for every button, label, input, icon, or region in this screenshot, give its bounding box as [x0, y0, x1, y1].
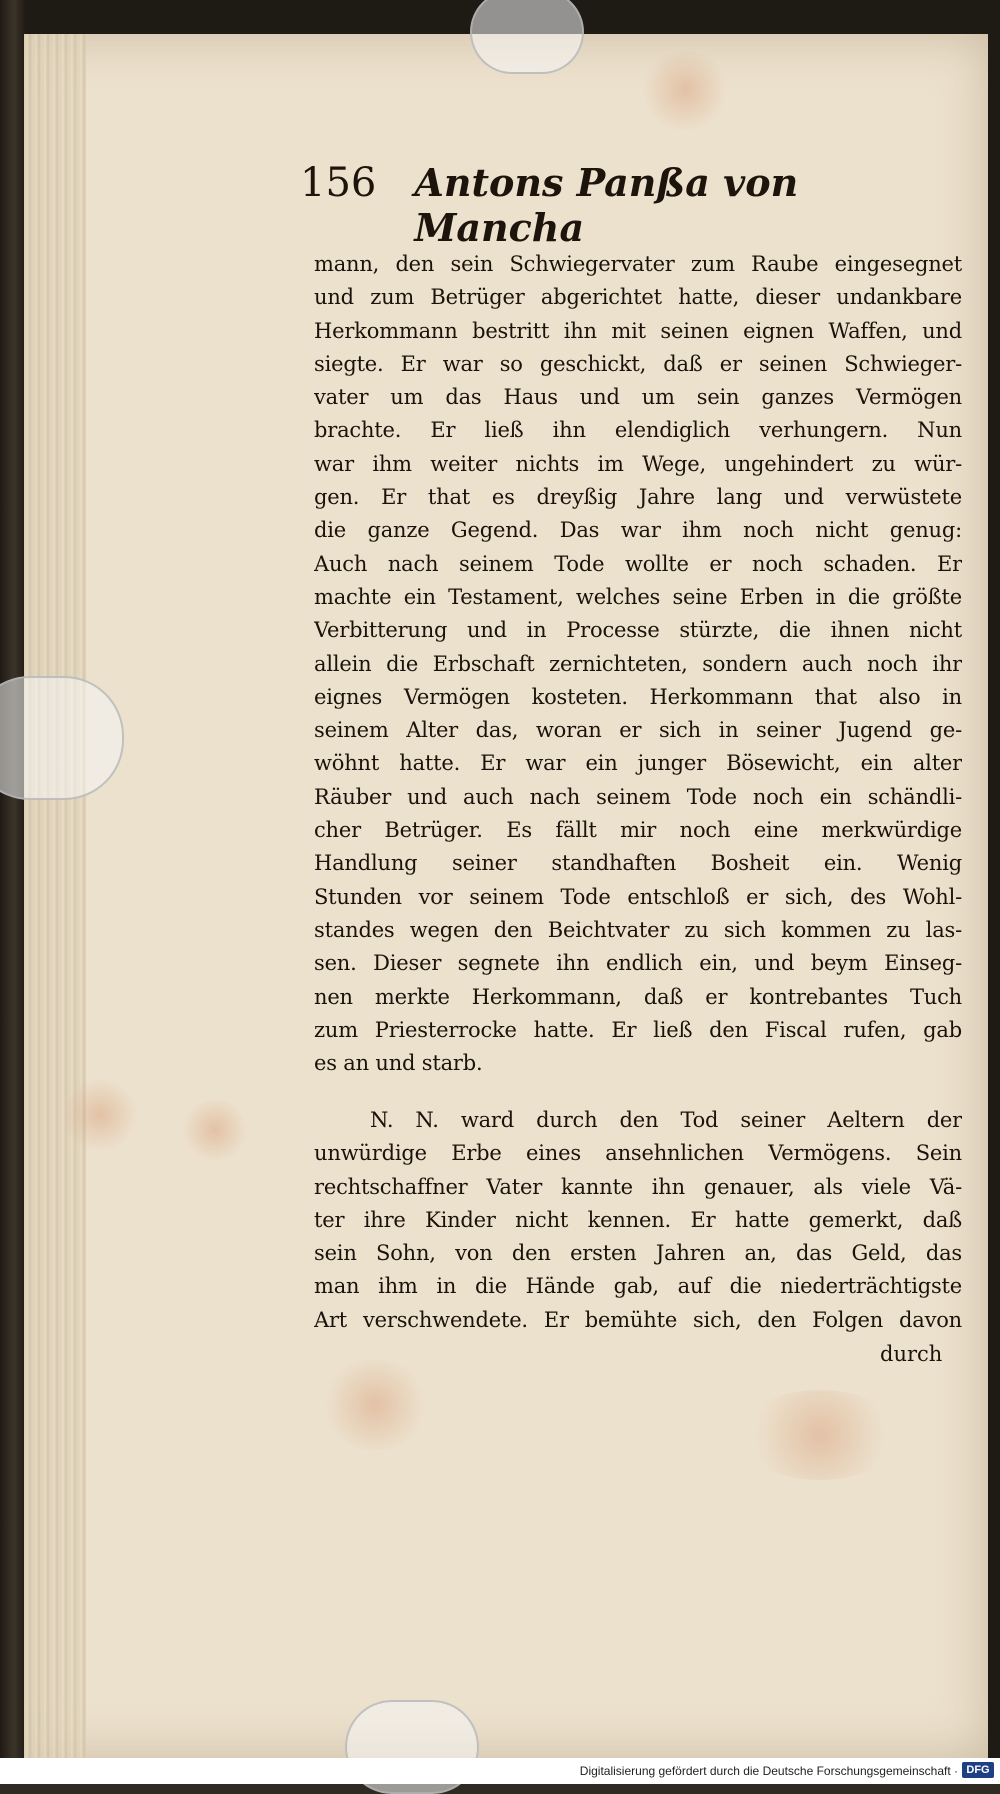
- book-clamp-top: [470, 0, 584, 74]
- text-line: Handlung seiner standhaften Bosheit ein. Wenig: [314, 851, 962, 876]
- text-line: Auch nach seinem Tode wollte er noch schaden. Er: [314, 551, 962, 576]
- running-head: Antons Panßa von Mancha: [414, 160, 799, 250]
- paragraph-2: [314, 1104, 962, 1337]
- funding-credit: Digitalisierung gefördert durch die Deutsche Forschungsgemeinschaft ·: [579, 1764, 958, 1778]
- text-line: Art verschwendete. Er bemühte sich, den Folgen davon: [314, 1307, 962, 1332]
- foxing-stain: [640, 50, 730, 130]
- text-line: allein die Erbschaft zernichteten, sondern auch noch ihr: [314, 651, 962, 676]
- text-line: rechtschaffner Vater kannte ihn genauer, als viele Vä-: [314, 1174, 962, 1199]
- text-line: ter ihre Kinder nicht kennen. Er hatte gemerkt, daß: [314, 1207, 962, 1232]
- page-edge-stack: [24, 34, 86, 1758]
- text-line: Räuber und auch nach seinem Tode noch ein schändli-: [314, 784, 962, 809]
- foxing-stain: [60, 1080, 140, 1150]
- catchword: durch: [880, 1342, 943, 1366]
- text-line: Herkommann bestritt ihn mit seinen eignen Waffen, und: [314, 318, 962, 343]
- text-line: die ganze Gegend. Das war ihm noch nicht genug:: [314, 518, 962, 543]
- text-line: war ihm weiter nichts im Wege, ungehindert zu wür-: [314, 451, 962, 476]
- text-line: mann, den sein Schwiegervater zum Raube eingesegnet: [314, 252, 962, 276]
- text-line: siegte. Er war so geschickt, daß er seinen Schwieger-: [314, 351, 962, 376]
- text-line: machte ein Testament, welches seine Erben in die größte: [314, 584, 962, 609]
- text-line: Stunden vor seinem Tode entschloß er sich, des Wohl-: [314, 884, 962, 909]
- foxing-stain: [740, 1390, 900, 1480]
- text-line: und zum Betrüger abgerichtet hatte, dieser undankbare: [314, 285, 962, 310]
- text-line: standes wegen den Beichtvater zu sich kommen zu las-: [314, 917, 962, 942]
- book-clamp-left: [0, 676, 124, 800]
- page-number: 156: [300, 160, 377, 206]
- dfg-logo: DFG: [962, 1762, 994, 1778]
- text-line: cher Betrüger. Es fällt mir noch eine merkwürdige: [314, 818, 962, 843]
- text-line: eignes Vermögen kosteten. Herkommann that also in: [314, 684, 962, 709]
- text-line: gen. Er that es dreyßig Jahre lang und verwüstete: [314, 485, 962, 510]
- foxing-stain: [180, 1100, 250, 1160]
- text-line: brachte. Er ließ ihn elendiglich verhungern. Nun: [314, 418, 962, 443]
- text-line: nen merkte Herkommann, daß er kontrebantes Tuch: [314, 984, 962, 1009]
- text-line: vater um das Haus und um sein ganzes Vermögen: [314, 385, 962, 410]
- paragraph-1: [314, 248, 962, 1080]
- text-line: es an und starb.: [314, 1051, 483, 1076]
- text-line: wöhnt hatte. Er war ein junger Bösewicht, ein alter: [314, 751, 962, 776]
- text-line: seinem Alter das, woran er sich in seiner Jugend ge-: [314, 718, 962, 743]
- text-line: Verbitterung und in Processe stürzte, die ihnen nicht: [314, 618, 962, 643]
- text-line: zum Priesterrocke hatte. Er ließ den Fiscal rufen, gab: [314, 1017, 962, 1042]
- text-line: man ihm in die Hände gab, auf die niederträchtigste: [314, 1274, 962, 1299]
- text-line: sein Sohn, von den ersten Jahren an, das Geld, das: [314, 1241, 962, 1266]
- text-line: sen. Dieser segnete ihn endlich ein, und beym Einseg-: [314, 951, 962, 976]
- text-line: N. N. ward durch den Tod seiner Aeltern der: [370, 1108, 962, 1132]
- page-header: [300, 160, 940, 250]
- text-line: unwürdige Erbe eines ansehnlichen Vermögens. Sein: [314, 1141, 962, 1166]
- foxing-stain: [320, 1360, 430, 1450]
